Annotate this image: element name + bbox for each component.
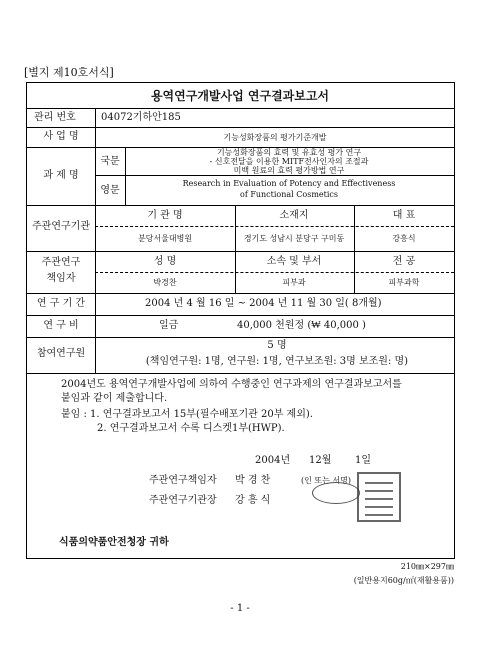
- management-no-label: 관리 번호: [34, 112, 76, 123]
- attachment-line: 붙임 : 1. 연구결과보고서 15부(필수배포기관 20부 제외).: [61, 409, 313, 420]
- pi-label: 책임자: [46, 273, 76, 284]
- pi-affiliation-value: 피부과: [282, 278, 306, 287]
- attachment-line: 2. 연구결과보고서 수록 디스켓1부(HWP).: [97, 423, 285, 434]
- pi-header-major: 전 공: [392, 256, 416, 267]
- date-year: 2004년: [255, 455, 291, 466]
- paper-size: 210㎜×297㎜: [400, 562, 454, 571]
- host-representative-value: 강흥식: [392, 234, 416, 243]
- project-name-label: 사 업 명: [43, 131, 79, 142]
- date-month: 12월: [309, 455, 332, 466]
- body-text: 붙임과 같이 제출합니다.: [61, 393, 168, 404]
- pi-signature-name: 박 경 찬: [235, 475, 271, 486]
- cost-kind: 일금: [159, 320, 179, 331]
- pi-header-name: 성 명: [153, 256, 177, 267]
- pi-signature-mark: (인 또는 서명): [301, 476, 351, 485]
- report-title: 용역연구개발사업 연구결과보고서: [150, 89, 330, 103]
- pi-label: 주관연구: [41, 257, 81, 268]
- addressee: 식품의약품안전청장 귀하: [59, 537, 169, 548]
- paper-note: (일반용지60g/㎡(재활용품)): [353, 576, 454, 585]
- form-number-label: [별지 제10호서식]: [24, 66, 114, 79]
- host-header-name: 기 관 명: [147, 210, 183, 221]
- task-english-line: Research in Evaluation of Potency and Effectiveness: [182, 179, 396, 188]
- head-signature-name: 강 흥 식: [235, 495, 271, 506]
- pi-name-value: 박경찬: [153, 278, 177, 287]
- official-seal: [357, 472, 401, 522]
- page-number: - 1 -: [230, 603, 250, 614]
- date-day: 1일: [355, 455, 372, 466]
- project-name-value: 기능성화장품의 평가기준개발: [223, 133, 327, 142]
- task-english-label: 영문: [100, 185, 120, 196]
- researchers-count: 5 명: [267, 340, 287, 351]
- body-text: 2004년도 용역연구개발사업에 의하여 수행중인 연구과제의 연구결과보고서를: [61, 379, 402, 390]
- researchers-label: 참여연구원: [36, 348, 86, 359]
- task-english-line: of Functional Cosmetics: [240, 190, 338, 199]
- host-institution-label: 주관연구기관: [32, 221, 90, 232]
- researchers-detail: (책임연구원: 1명, 연구원: 1명, 연구보조원: 3명 보조원: 명): [145, 356, 409, 367]
- task-korean-line: 기능성화장품의 효력 및 유효성 평가 연구: [216, 148, 362, 157]
- task-korean-label: 국문: [100, 156, 120, 167]
- pi-major-value: 피부과학: [388, 278, 420, 287]
- host-location-value: 경기도 성남시 분당구 구미동: [243, 234, 345, 243]
- host-header-location: 소재지: [279, 210, 309, 221]
- signature-circle: [312, 482, 360, 504]
- host-header-representative: 대 표: [392, 210, 416, 221]
- period-value: 2004 년 4 월 16 일 ~ 2004 년 11 월 30 일( 8개월): [145, 298, 382, 309]
- task-name-label: 과 제 명: [43, 170, 79, 181]
- host-name-value: 분당서울대병원: [137, 234, 193, 243]
- pi-header-affiliation: 소속 및 부서: [266, 256, 322, 267]
- period-label: 연 구 기 간: [36, 298, 86, 309]
- pi-signature-role: 주관연구책임자: [149, 475, 217, 486]
- task-korean-line: - 신호전달을 이용한 MITF전사인자의 조절과: [209, 157, 369, 166]
- task-korean-line: 미백 원료의 효력 평가방법 연구: [233, 166, 345, 175]
- cost-label: 연 구 비: [43, 320, 79, 331]
- management-no-value: 04072기하안185: [101, 112, 181, 123]
- cost-value: 40,000 천원정 (₩ 40,000 ): [237, 320, 366, 331]
- head-signature-role: 주관연구기관장: [149, 495, 217, 506]
